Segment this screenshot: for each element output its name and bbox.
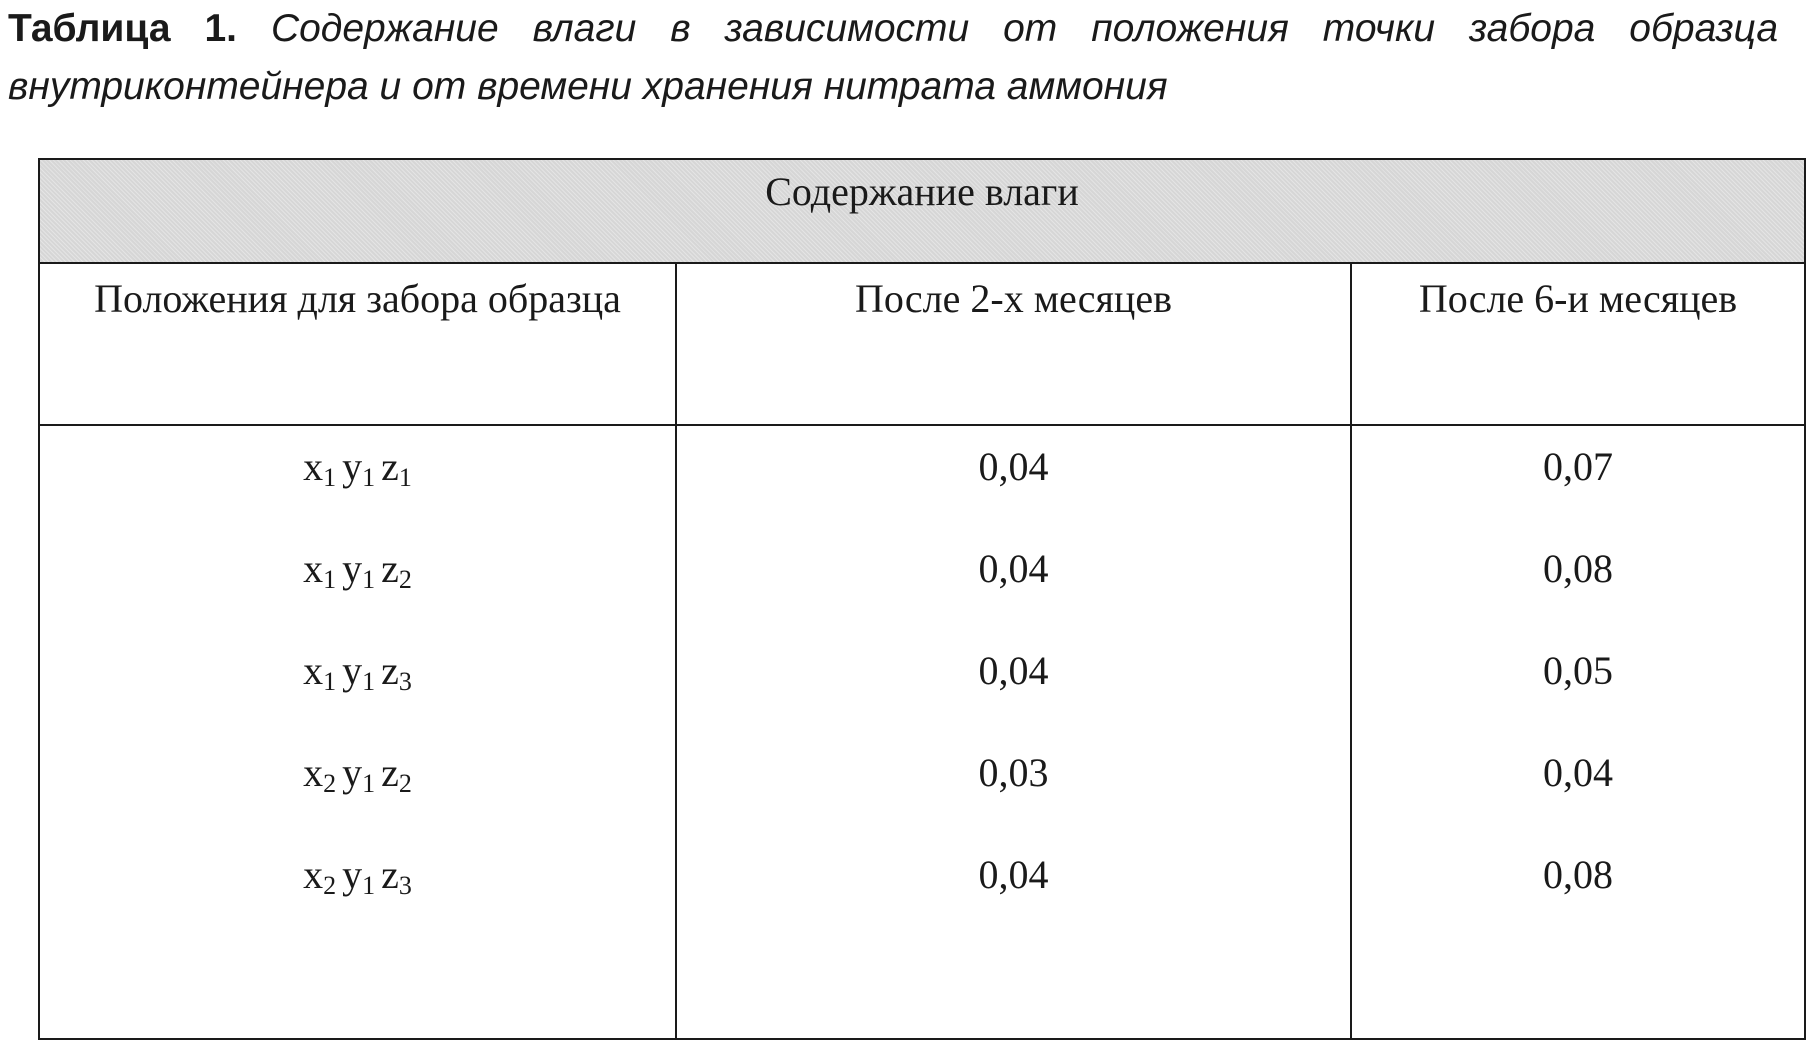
coordinate-index: 1 [323, 667, 337, 696]
moisture-2-months-cell: 0,04 [978, 648, 1049, 693]
column-header-2-months: После 2-х месяцев [676, 263, 1351, 425]
column-header-row [39, 263, 1805, 425]
coordinate-letter: x [303, 546, 324, 591]
coordinate-letter: x [303, 750, 324, 795]
coordinate-y [339, 648, 378, 696]
coordinate-index: 3 [398, 667, 412, 696]
coordinate-index: 1 [362, 463, 376, 492]
moisture-6-months-cell: 0,08 [1543, 852, 1613, 897]
coordinate-index: 1 [323, 565, 337, 594]
coordinate-letter: y [342, 852, 363, 897]
column-header-6-months: После 6-и месяцев [1351, 263, 1805, 425]
coordinate-y [339, 852, 378, 900]
coordinate-letter: z [381, 750, 399, 795]
coordinate-letter: x [303, 648, 324, 693]
coordinate-x [300, 750, 339, 798]
moisture-2-months-cell: 0,04 [978, 444, 1049, 489]
moisture-table [38, 158, 1806, 1040]
caption-label: Таблица 1. [8, 7, 238, 50]
caption-text: Содержание влаги в зависимости от положения точки забора образца внутриконтейнера и от времени хранения нитрата аммония [8, 7, 1779, 108]
moisture-6-months-cell: 0,08 [1543, 546, 1613, 591]
coordinate-letter: y [342, 546, 363, 591]
moisture-2-months-cell: 0,04 [978, 546, 1049, 591]
sample-position-cell [40, 846, 675, 948]
coordinate-index: 3 [398, 871, 412, 900]
coordinate-index: 2 [398, 769, 412, 798]
coordinate-x [300, 444, 339, 492]
coordinate-index: 1 [362, 667, 376, 696]
moisture-6-months-cell: 0,04 [1543, 750, 1613, 795]
coordinate-y [339, 444, 378, 492]
coordinate-x [300, 648, 339, 696]
coordinate-index: 2 [398, 565, 412, 594]
moisture-2-months-cell: 0,04 [978, 852, 1049, 897]
coordinate-z [378, 852, 415, 900]
coordinate-letter: y [342, 444, 363, 489]
coordinate-index: 1 [398, 463, 412, 492]
coordinate-letter: y [342, 648, 363, 693]
coordinate-letter: z [381, 648, 399, 693]
coordinate-letter: x [303, 852, 324, 897]
coordinate-index: 2 [323, 871, 337, 900]
coordinate-z [378, 546, 415, 594]
coordinate-z [378, 648, 415, 696]
coordinate-z [378, 750, 415, 798]
moisture-6-months-cell: 0,05 [1543, 648, 1613, 693]
coordinate-y [339, 546, 378, 594]
group-header-row [39, 159, 1805, 263]
sample-position-cell [40, 540, 675, 642]
coordinate-z [378, 444, 415, 492]
coordinate-letter: z [381, 444, 399, 489]
two-months-column [676, 425, 1351, 1039]
table-caption [8, 0, 1778, 116]
sample-position-cell [40, 438, 675, 540]
coordinate-letter: z [381, 546, 399, 591]
coordinate-x [300, 852, 339, 900]
moisture-2-months-cell: 0,03 [978, 750, 1049, 795]
position-column [39, 425, 676, 1039]
coordinate-index: 1 [362, 769, 376, 798]
sample-position-cell [40, 642, 675, 744]
data-body-row [39, 425, 1805, 1039]
coordinate-index: 2 [323, 769, 337, 798]
coordinate-letter: y [342, 750, 363, 795]
sample-position-cell [40, 744, 675, 846]
column-header-position: Положения для забора образца [39, 263, 676, 425]
coordinate-letter: z [381, 852, 399, 897]
moisture-6-months-cell: 0,07 [1543, 444, 1613, 489]
coordinate-index: 1 [362, 871, 376, 900]
coordinate-letter: x [303, 444, 324, 489]
coordinate-index: 1 [323, 463, 337, 492]
group-header: Содержание влаги [39, 159, 1805, 263]
coordinate-index: 1 [362, 565, 376, 594]
six-months-column [1351, 425, 1805, 1039]
coordinate-x [300, 546, 339, 594]
coordinate-y [339, 750, 378, 798]
